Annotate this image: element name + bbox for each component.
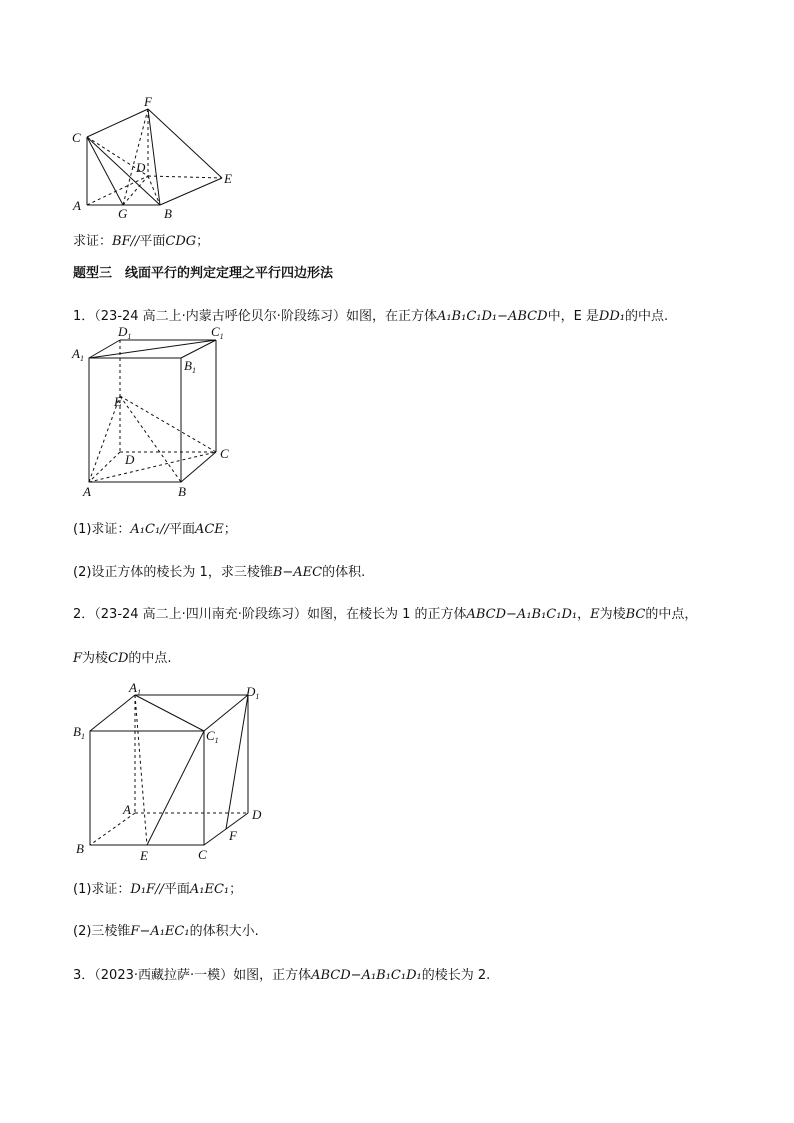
seg-A1E xyxy=(135,695,147,845)
figure-2-cube xyxy=(68,324,248,500)
label-C: C xyxy=(220,446,229,461)
label-D1: $D_1$ xyxy=(246,684,260,701)
edge-CB xyxy=(181,452,216,482)
label-A: A xyxy=(123,802,131,817)
q1-part2: (2)设正方体的棱长为 1，求三棱锥B−AEC的体积. xyxy=(73,565,366,580)
question-2-stem: 2．（23-24 高二上·四川南充·阶段练习）如图，在棱长为 1 的正方体ABCD−A₁B₁C₁D₁，E为棱BC的中点， xyxy=(73,607,698,622)
label-C: C xyxy=(72,130,81,145)
figure-1-geometry xyxy=(60,92,250,224)
label-D: D xyxy=(125,452,135,467)
edge-B1A1 xyxy=(90,695,135,731)
label-E: E xyxy=(140,848,148,863)
label-D: D xyxy=(136,160,146,175)
proof-statement-1: 求证：BF//平面CDG； xyxy=(73,234,210,249)
label-C1: $C_1$ xyxy=(211,324,224,341)
edge-EB xyxy=(160,178,222,205)
edge-CG xyxy=(87,137,123,205)
diag-AC xyxy=(89,452,216,482)
seg-A1C1 xyxy=(135,695,204,731)
q2-part2: (2)三棱锥F−A₁EC₁的体积大小. xyxy=(73,924,259,939)
edge-D1C1 xyxy=(204,695,248,731)
label-B: B xyxy=(164,206,172,221)
label-B1: $B_1$ xyxy=(73,724,85,741)
edge-CF xyxy=(87,109,148,137)
question-2-stem-line2: F为棱CD的中点. xyxy=(73,651,172,666)
figure-3-cube xyxy=(72,682,272,867)
label-A: A xyxy=(73,198,81,213)
edge-FB xyxy=(148,109,160,205)
label-D: D xyxy=(252,807,262,822)
question-1-stem: 1．（23-24 高二上·内蒙古呼伦贝尔·阶段练习）如图，在正方体A₁B₁C₁D₁−ABCD中，E 是DD₁的中点. xyxy=(73,309,669,324)
front-face xyxy=(90,731,204,845)
diag-A1C1 xyxy=(89,340,216,358)
seg-EC xyxy=(120,396,216,452)
edge-CB xyxy=(87,137,160,205)
label-C1: $C_1$ xyxy=(206,728,219,745)
q2-part1: (1)求证：D₁F//平面A₁EC₁； xyxy=(73,882,243,897)
figure-3-svg xyxy=(72,682,272,867)
seg-C1E xyxy=(147,731,204,845)
label-G: G xyxy=(118,206,128,221)
edge-DE xyxy=(148,176,222,178)
label-B1: $B_1$ xyxy=(184,358,196,375)
question-3-stem: 3．（2023·西藏拉萨·一模）如图，正方体ABCD−A₁B₁C₁D₁的棱长为 2. xyxy=(73,968,491,983)
label-F: F xyxy=(229,828,237,843)
section-heading: 题型三 线面平行的判定定理之平行四边形法 xyxy=(73,266,334,281)
edge-AB xyxy=(90,813,135,845)
figure-2-svg xyxy=(68,324,248,500)
label-A1: $A_1$ xyxy=(72,346,84,363)
label-B: B xyxy=(178,484,186,499)
label-E: E xyxy=(114,394,122,409)
figure-1-svg xyxy=(60,92,250,224)
label-D1: $D_1$ xyxy=(118,324,132,341)
edge-FE xyxy=(148,109,222,178)
edge-DA xyxy=(89,452,120,482)
label-C: C xyxy=(198,847,207,862)
edge-AD xyxy=(87,176,148,205)
seg-EB xyxy=(120,396,181,482)
label-A1: $A_1$ xyxy=(129,680,141,697)
label-B: B xyxy=(76,841,84,856)
label-F: F xyxy=(144,94,152,109)
label-E: E xyxy=(224,171,232,186)
q1-part1: (1)求证：A₁C₁//平面ACE； xyxy=(73,522,237,537)
label-A: A xyxy=(83,484,91,499)
seg-D1F xyxy=(226,695,248,829)
